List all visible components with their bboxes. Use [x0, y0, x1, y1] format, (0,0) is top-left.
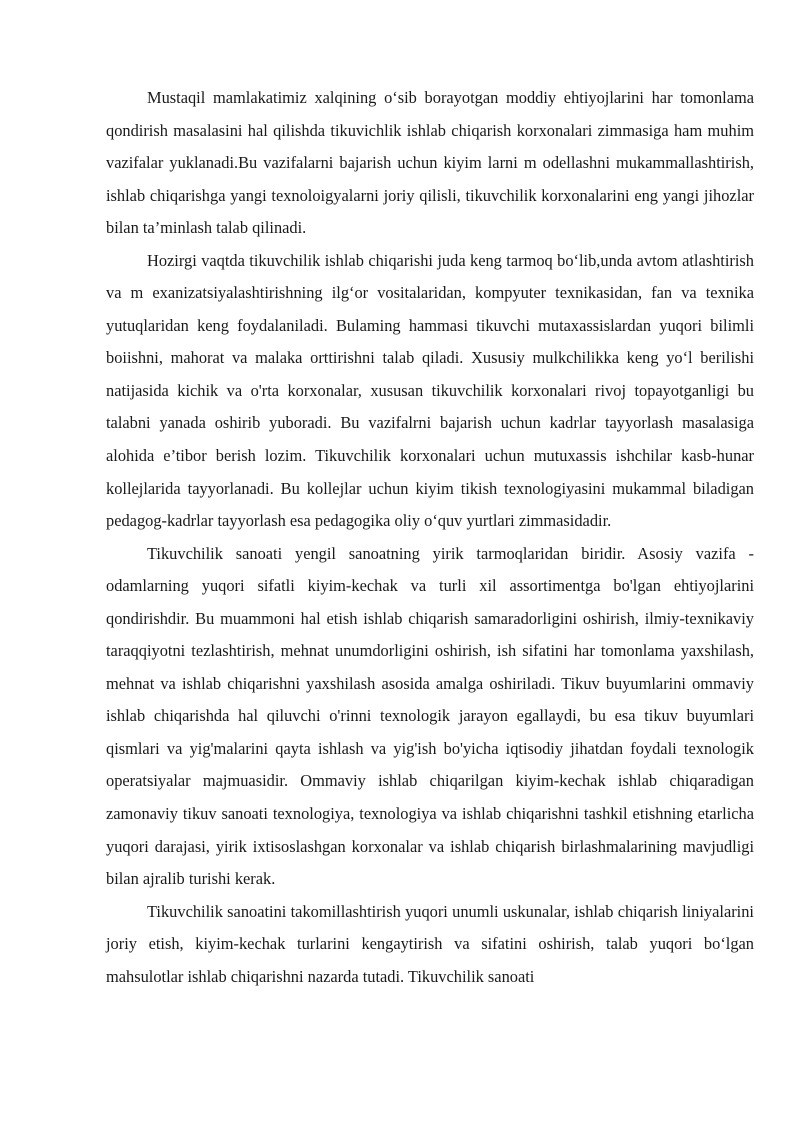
- document-body: [106, 82, 754, 993]
- paragraph-3: Tikuvchilik sanoati yengil sanoatning yirik tarmoqlaridan biridir. Asosiy vazifa - odamlarning yuqori sifatli kiyim-kechak va turli xil assortimentga bo'lgan ehtiyojlarini qondirishdir. Bu muammoni hal etish ishlab chiqarish samaradorligini oshirish, ilmiy-texnikaviy taraqqiyotni tezlashtirish, mehnat unumdorligini oshirish, ish sifatini har tomonlama yaxshilash, mehnat va ishlab chiqarishni yaxshilash asosida amalga oshiriladi. Tikuv buyumlarini ommaviy ishlab chiqarishda hal qiluvchi o'rinni texnologik jarayon egallaydi, bu esa tikuv buyumlari qismlari va yig'malarini qayta ishlash va yig'ish bo'yicha iqtisodiy jihatdan foydali texnologik operatsiyalar majmuasidir. Ommaviy ishlab chiqarilgan kiyim-kechak ishlab chiqaradigan zamonaviy tikuv sanoati texnologiya, texnologiya va ishlab chiqarishni tashkil etishning etarlicha yuqori darajasi, yirik ixtisoslashgan korxonalar va ishlab chiqarish birlashmalarining mavjudligi bilan ajralib turishi kerak.: [106, 543, 754, 889]
- paragraph-2: Hozirgi vaqtda tikuvchilik ishlab chiqarishi juda keng tarmoq bo‘lib,unda avtom atlashtirish va m exanizatsiyalashtirishning ilg‘or vositalaridan, kompyuter texnikasidan, fan va texnika yutuqlaridan keng foydalaniladi. Bulaming hammasi tikuvchi mutaxassislardan yuqori bilimli boiishni, mahorat va malaka orttirishni talab qiladi. Xususiy mulkchilikka keng yo‘l berilishi natijasida kichik va o'rta korxonalar, xususan tikuvchilik korxonalari rivoj topayotganligi bu talabni yanada oshirib yuboradi. Bu vazifalrni bajarish uchun kadrlar tayyorlash masalasiga alohida e’tibor berish lozim. Tikuvchilik korxonalari uchun mutuxassis ishchilar kasb-hunar kollejlarida tayyorlanadi. Bu kollejlar uchun kiyim tikish texnologiyasini mukammal biladigan pedagog-kadrlar tayyorlash esa pedagogika oliy o‘quv yurtlari zimmasidadir.: [106, 250, 754, 531]
- paragraph-1: Mustaqil mamlakatimiz xalqining o‘sib borayotgan moddiy ehtiyojlarini har tomonlama qondirish masalasini hal qilishda tikuvichlik ishlab chiqarish korxonalari zimmasiga ham muhim vazifalar yuklanadi.Bu vazifalarni bajarish uchun kiyim larni m odellashni mukammallashtirish, ishlab chiqarishga yangi texnoloigyalarni joriy qilisli, tikuvchilik korxonalarini eng yangi jihozlar bilan ta’minlash talab qilinadi.: [106, 88, 754, 238]
- paragraph-4: Tikuvchilik sanoatini takomillashtirish yuqori unumli uskunalar, ishlab chiqarish liniyalarini joriy etish, kiyim-kechak turlarini kengaytirish va sifatini oshirish, talab yuqori bo‘lgan mahsulotlar ishlab chiqarishni nazarda tutadi. Tikuvchilik sanoati: [106, 901, 754, 986]
